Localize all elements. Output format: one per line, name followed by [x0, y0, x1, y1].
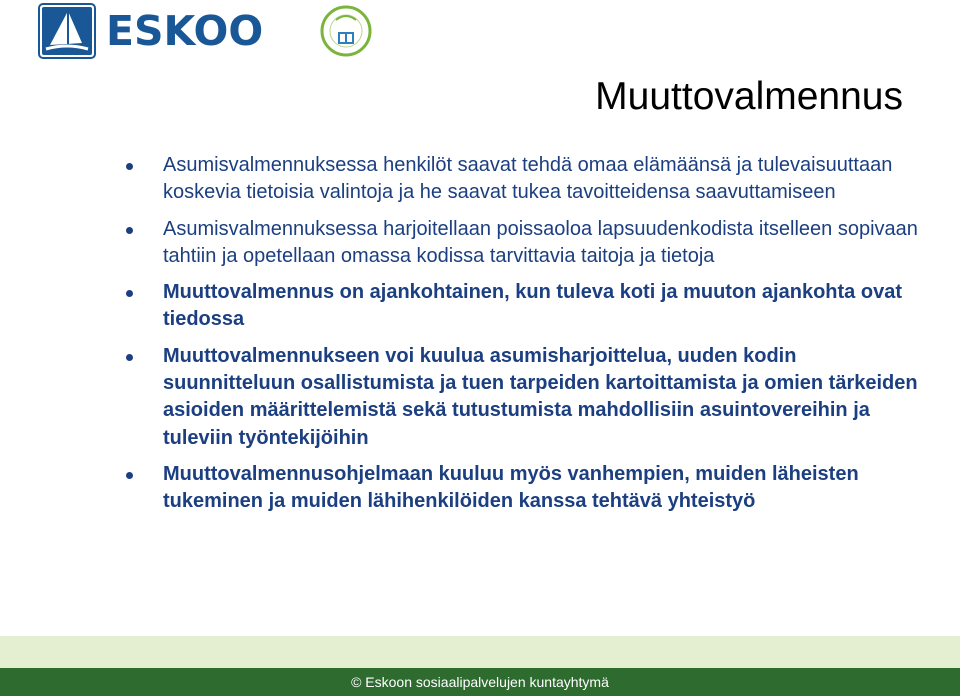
bullet-list: [122, 152, 922, 525]
list-item: [122, 152, 922, 207]
bullet-icon: [126, 290, 133, 297]
bullet-icon: [126, 354, 133, 361]
bullet-text: Asumisvalmennuksessa harjoitellaan poissaoloa lapsuudenkodista itselleen sopivaan tahtiin ja opetellaan omassa kodissa tarvittavia taitoja ja tietoja: [163, 217, 918, 267]
bullet-text: Muuttovalmennukseen voi kuulua asumisharjoittelua, uuden kodin suunnitteluun osallistumista ja tuen tarpeiden kartoittamista ja omien tärkeiden asioiden määrittelemistä sekä tutustumista mahdollisiin asuintovereihin ja tuleviin työntekijöihin: [163, 344, 918, 449]
bullet-text: Muuttovalmennusohjelmaan kuuluu myös vanhempien, muiden läheisten tukeminen ja muiden lähihenkilöiden kanssa tehtävä yhteistyö: [163, 462, 859, 513]
bullet-text: Asumisvalmennuksessa henkilöt saavat tehdä omaa elämäänsä ja tulevaisuuttaan koskevia tietoisia valintoja ja he saavat tukea tavoitteidensa saavuttamiseen: [163, 154, 893, 204]
logo-text: ESKOO: [106, 6, 264, 55]
bullet-icon: [126, 472, 133, 479]
bullet-icon: [126, 163, 133, 170]
list-item: [122, 343, 922, 452]
footer-bar: [0, 668, 960, 696]
list-item: [122, 216, 922, 271]
eskoo-logo: [38, 3, 263, 59]
certification-seal-icon: [316, 4, 376, 58]
slide-title: Muuttovalmennus: [595, 75, 903, 118]
list-item: [122, 461, 922, 516]
footer-band: [0, 636, 960, 668]
footer-copyright: © Eskoon sosiaalipalvelujen kuntayhtymä: [351, 674, 609, 690]
bullet-text: Muuttovalmennus on ajankohtainen, kun tuleva koti ja muuton ajankohta ovat tiedossa: [163, 281, 902, 331]
sailboat-logo-icon: [38, 3, 96, 59]
bullet-icon: [126, 227, 133, 234]
list-item: [122, 279, 922, 334]
